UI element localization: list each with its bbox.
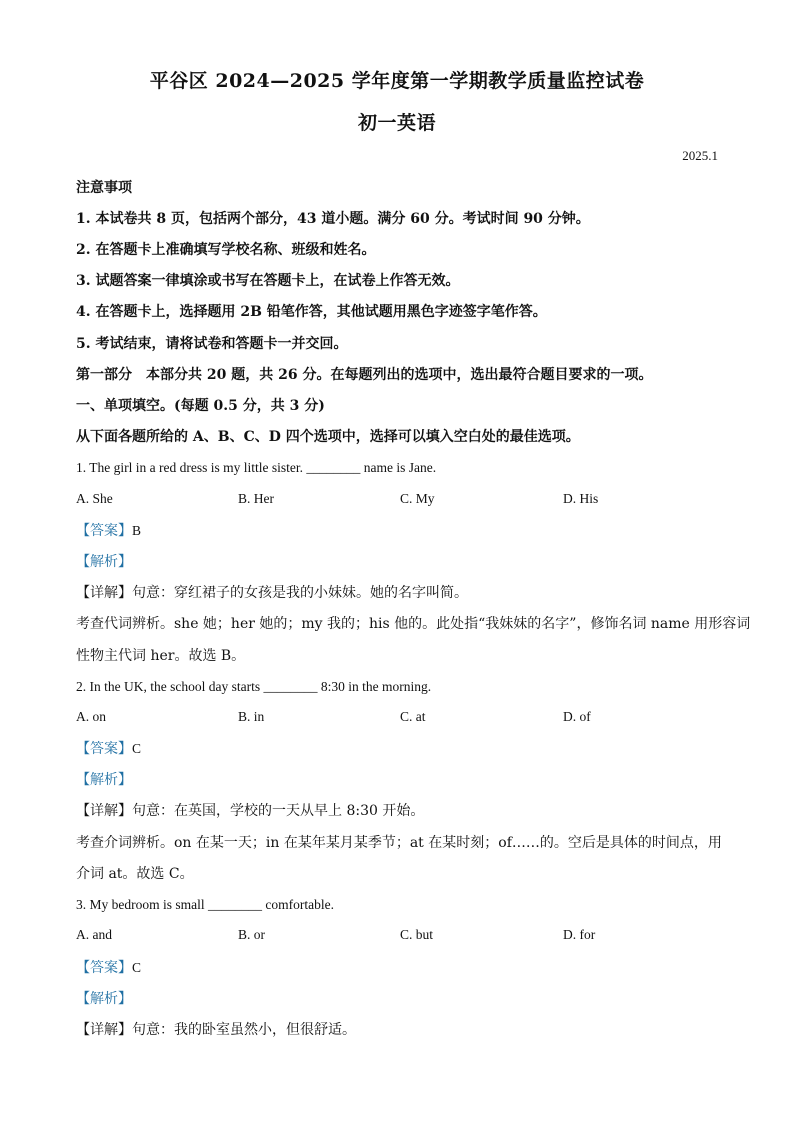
q1-analysis-label: 【解析】 [76, 554, 132, 570]
notes-item-3: 3. 试题答案一律填涂或书写在答题卡上，在试卷上作答无效。 [76, 273, 460, 289]
q1-explanation-1: 考查代词辨析。she 她；her 她的；my 我的；his 他的。此处指“我妹妹的名字”，修饰名词 name 用形容词 [76, 616, 751, 632]
answer-value: C [132, 960, 142, 975]
exam-date: 2025.1 [682, 148, 718, 163]
q2-option-d: D. of [563, 709, 591, 724]
q2-analysis-label: 【解析】 [76, 772, 132, 788]
q3-option-b: B. or [238, 927, 265, 942]
q2-option-b: B. in [238, 709, 265, 724]
q1-option-c: C. My [400, 491, 435, 506]
notes-item-2: 2. 在答题卡上准确填写学校名称、班级和姓名。 [76, 242, 376, 258]
question-2-stem: 2. In the UK, the school day starts ________ 8:30 in the morning. [76, 679, 432, 694]
q1-option-b: B. Her [238, 491, 274, 506]
answer-label: 【答案】 [76, 960, 132, 976]
part1-heading: 第一部分 本部分共 20 题，共 26 分。在每题列出的选项中，选出最符合题目要求的一项。 [76, 367, 653, 383]
answer-value: C [132, 741, 142, 756]
q3-detail: 【详解】句意：我的卧室虽然小，但很舒适。 [76, 1022, 356, 1038]
section-instruction: 从下面各题所给的 A、B、C、D 四个选项中，选择可以填入空白处的最佳选项。 [76, 429, 580, 445]
answer-value: B [132, 523, 142, 538]
q1-option-a: A. She [76, 491, 113, 506]
q2-option-c: C. at [400, 709, 426, 724]
q3-option-c: C. but [400, 927, 434, 942]
q1-explanation-2: 性物主代词 her。故选 B。 [76, 648, 246, 664]
q2-explanation-2: 介词 at。故选 C。 [76, 866, 194, 882]
exam-subtitle: 初一英语 [357, 112, 436, 134]
exam-title: 平谷区 2024—2025 学年度第一学期教学质量监控试卷 [149, 70, 645, 92]
q3-option-d: D. for [563, 927, 596, 942]
notes-item-5: 5. 考试结束，请将试卷和答题卡一并交回。 [76, 336, 348, 352]
q3-option-a: A. and [76, 927, 112, 942]
answer-label: 【答案】 [76, 741, 132, 757]
notes-item-1: 1. 本试卷共 8 页，包括两个部分，43 道小题。满分 60 分。考试时间 90 分钟。 [76, 211, 590, 227]
notes-heading: 注意事项 [76, 180, 132, 196]
q1-detail: 【详解】句意：穿红裙子的女孩是我的小妹妹。她的名字叫简。 [76, 585, 468, 601]
q1-answer [76, 522, 726, 540]
question-3-stem: 3. My bedroom is small ________ comfortable. [76, 897, 334, 912]
section-heading: 一、单项填空。(每题 0.5 分，共 3 分) [76, 398, 325, 414]
answer-label: 【答案】 [76, 523, 132, 539]
q3-answer [76, 959, 726, 977]
q3-analysis-label: 【解析】 [76, 991, 132, 1007]
q2-option-a: A. on [76, 709, 106, 724]
question-1-stem: 1. The girl in a red dress is my little sister. ________ name is Jane. [76, 460, 437, 475]
notes-item-4: 4. 在答题卡上，选择题用 2B 铅笔作答，其他试题用黑色字迹签字笔作答。 [76, 304, 547, 320]
q1-option-d: D. His [563, 491, 599, 506]
q2-answer [76, 740, 726, 758]
q2-explanation-1: 考查介词辨析。on 在某一天；in 在某年某月某季节；at 在某时刻；of……的。空后是具体的时间点，用 [76, 835, 722, 851]
q2-detail: 【详解】句意：在英国，学校的一天从早上 8:30 开始。 [76, 803, 425, 819]
